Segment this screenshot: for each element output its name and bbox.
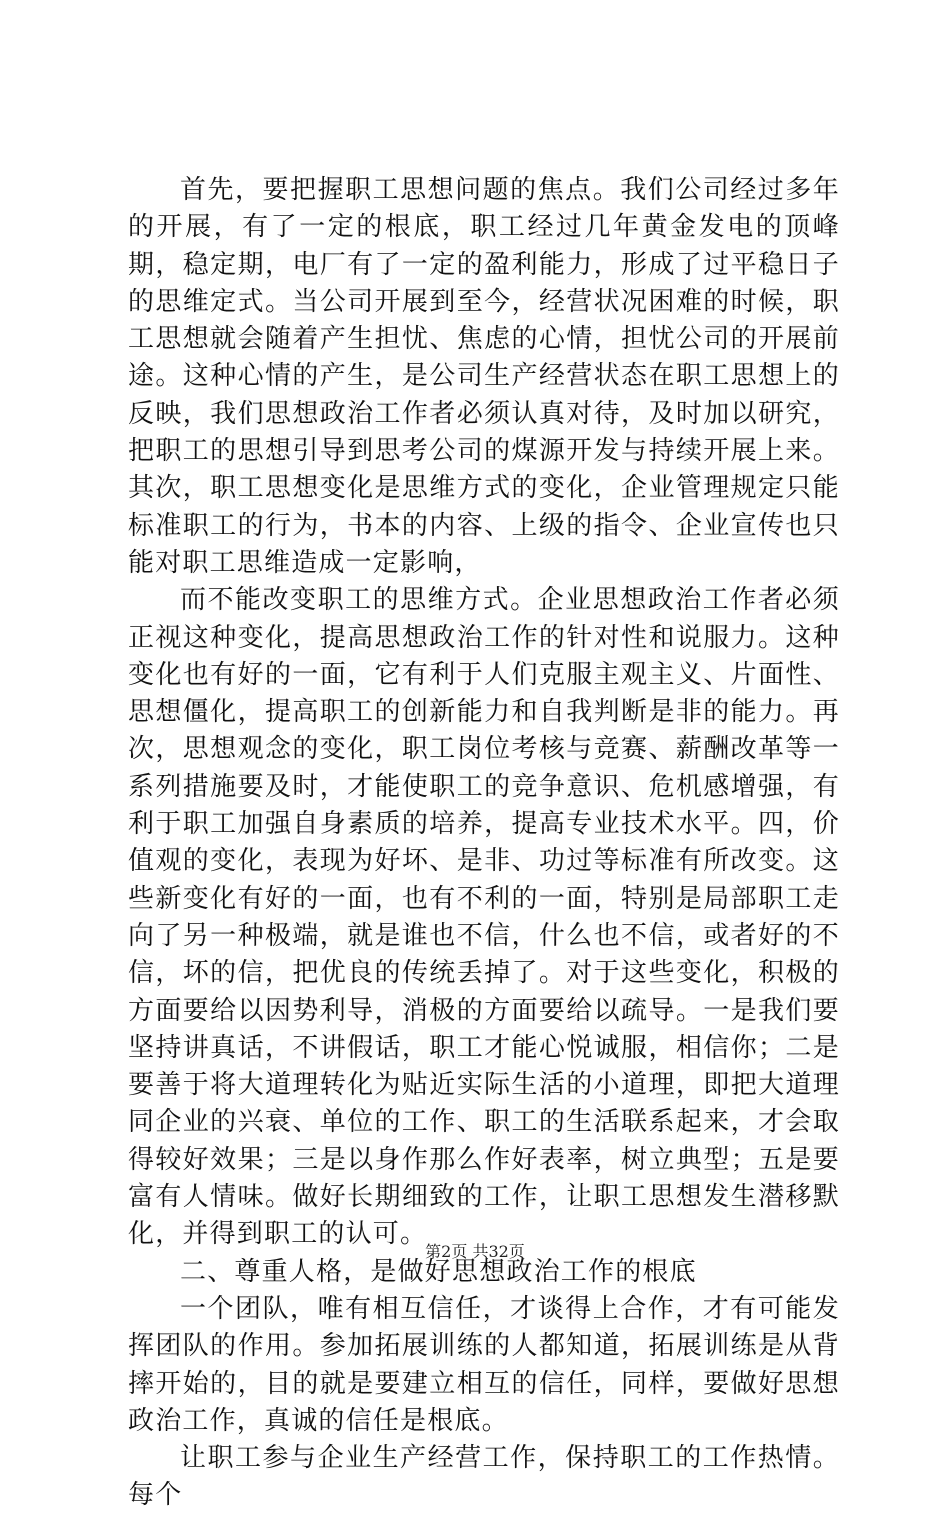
document-body — [128, 172, 840, 1515]
paragraph-worker-participation: 让职工参与企业生产经营工作，保持职工的工作热情。每个 — [128, 1443, 840, 1511]
section-heading-respect-personality: 二、尊重人格，是做好思想政治工作的根底 — [180, 1256, 697, 1287]
page-number-footer: 第2页 共32页 — [425, 1242, 525, 1261]
paragraph-focus-of-worker-thinking: 首先，要把握职工思想问题的焦点。我们公司经过多年的开展，有了一定的根底，职工经过几年黄金发电的顶峰期，稳定期，电厂有了一定的盈利能力，形成了过平稳日子的思维定式。当公司开展到至今，经营状况困难的时候，职工思想就会随着产生担忧、焦虑的心情，担忧公司的开展前途。这种心情的产生，是公司生产经营状态在职工思想上的反映，我们思想政治工作者必须认真对待，及时加以研究，把职工的思想引导到思考公司的煤源开发与持续开展上来。其次，职工思想变化是思维方式的变化，企业管理规定只能标准职工的行为，书本的内容、上级的指令、企业宣传也只能对职工思维造成一定影响， — [128, 175, 840, 578]
paragraph-thinking-style-change: 而不能改变职工的思维方式。企业思想政治工作者必须正视这种变化，提高思想政治工作的针对性和说服力。这种变化也有好的一面，它有利于人们克服主观主义、片面性、思想僵化，提高职工的创新能力和自我判断是非的能力。再次，思想观念的变化，职工岗位考核与竞赛、薪酬改革等一系列措施要及时，才能使职工的竞争意识、危机感增强，有利于职工加强自身素质的培养，提高专业技术水平。四，价值观的变化，表现为好坏、是非、功过等标准有所改变。这些新变化有好的一面，也有不利的一面，特别是局部职工走向了另一种极端，就是谁也不信，什么也不信，或者好的不信，坏的信，把优良的传统丢掉了。对于这些变化，积极的方面要给以因势利导，消极的方面要给以疏导。一是我们要坚持讲真话，不讲假话，职工才能心悦诚服，相信你；二是要善于将大道理转化为贴近实际生活的小道理，即把大道理同企业的兴衰、单位的工作、职工的生活联系起来，才会取得较好效果；三是以身作那么作好表率，树立典型；五是要富有人情味。做好长期细致的工作，让职工思想发生潜移默化，并得到职工的认可。 — [128, 585, 840, 1250]
paragraph-mutual-trust: 一个团队，唯有相互信任，才谈得上合作，才有可能发挥团队的作用。参加拓展训练的人都知道，拓展训练是从背摔开始的，目的就是要建立相互的信任，同样，要做好思想政治工作，真诚的信任是根底。 — [128, 1293, 840, 1436]
